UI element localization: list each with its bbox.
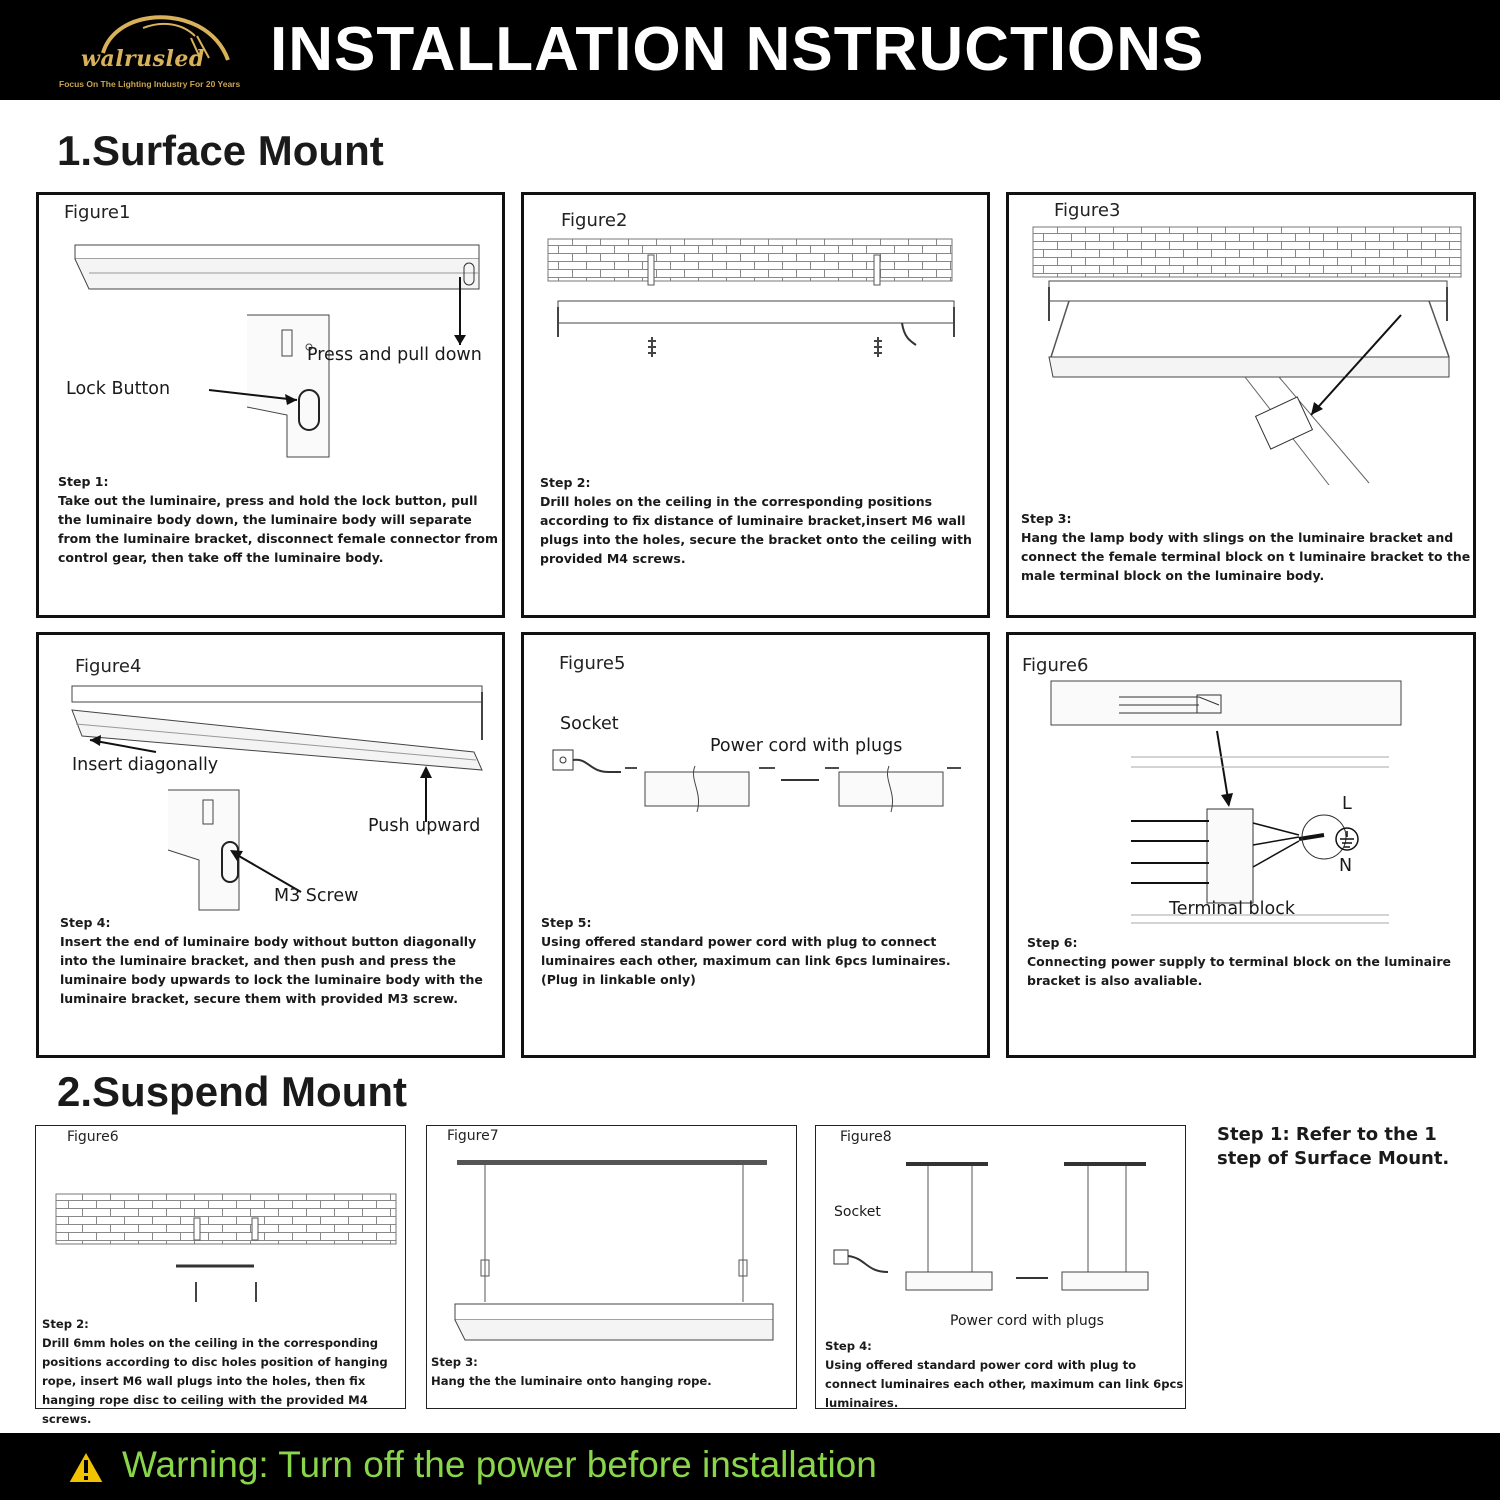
step-title: Step 3: xyxy=(1021,511,1072,526)
step-title: Step 3: xyxy=(431,1355,478,1369)
page-title: INSTALLATION NSTRUCTIONS xyxy=(270,15,1205,84)
step-title: Step 4: xyxy=(825,1339,872,1353)
step-body: Using offered standard power cord with plug to connect luminaires each other, maximum can link 6pcs luminaires. xyxy=(825,1358,1184,1410)
suspend-figure6-illustration xyxy=(54,1192,399,1307)
suspend-figure7-panel xyxy=(426,1125,797,1409)
step3-text xyxy=(1021,509,1471,585)
callout-power-cord: Power cord with plugs xyxy=(950,1313,1104,1329)
callout-push-upward: Push upward xyxy=(368,816,481,836)
figure4-illustration xyxy=(64,680,494,920)
step5-text xyxy=(541,913,986,989)
callout-power-cord: Power cord with plugs xyxy=(710,736,903,756)
surface-mount-heading: 1.Surface Mount xyxy=(57,127,384,174)
suspend-figure8-panel xyxy=(815,1125,1186,1409)
step-title: Step 2: xyxy=(540,475,591,490)
step-title: Step 5: xyxy=(541,915,592,930)
figure2-illustration xyxy=(544,237,974,377)
header-bar xyxy=(0,0,1500,100)
figure-label: Figure6 xyxy=(67,1129,119,1145)
suspend-figure8-illustration xyxy=(826,1138,1181,1308)
figure3-panel xyxy=(1006,192,1476,618)
step-body: Insert the end of luminaire body without button diagonally into the luminaire bracket, and then push and press the luminaire body upwards to lock the luminaire body with the luminaire bracket, secure them with provided M3 screw. xyxy=(60,934,483,1006)
figure-label: Figure7 xyxy=(447,1128,499,1144)
callout-insert-diagonally: Insert diagonally xyxy=(72,755,219,775)
figure4-panel xyxy=(36,632,505,1058)
step-body: Hang the the luminaire onto hanging rope. xyxy=(431,1374,712,1388)
step-body: Hang the lamp body with slings on the luminaire bracket and connect the female terminal block on t luminaire bracket to the male terminal block on the luminaire body. xyxy=(1021,530,1471,583)
suspend-figure7-illustration xyxy=(447,1154,782,1354)
figure-label: Figure8 xyxy=(840,1129,892,1145)
suspend-mount-heading: 2.Suspend Mount xyxy=(57,1068,407,1115)
step-body: Take out the luminaire, press and hold the lock button, pull the luminaire body down, the luminaire body will separate from the luminaire bracket, disconnect female connector from control gear, then take off the luminaire body. xyxy=(58,493,499,565)
step-body: Drill holes on the ceiling in the corresponding positions according to fix distance of luminaire bracket,insert M6 wall plugs into the holes, secure the bracket onto the ceiling with provided M4 screws. xyxy=(540,494,972,566)
step-title: Step 4: xyxy=(60,915,111,930)
callout-socket: Socket xyxy=(560,714,619,734)
figure-label: Figure6 xyxy=(1022,655,1089,676)
figure-label: Figure2 xyxy=(561,210,628,231)
step-body: Connecting power supply to terminal block on the luminaire bracket is also avaliable. xyxy=(1027,954,1452,988)
warning-text: Warning: Turn off the power before installation xyxy=(122,1444,877,1485)
brand-name: walrusled xyxy=(81,46,205,72)
step-title: Step 1: xyxy=(58,474,109,489)
figure-label: Figure4 xyxy=(75,656,142,677)
step-title: Step 6: xyxy=(1027,935,1078,950)
callout-socket: Socket xyxy=(834,1204,881,1220)
warning-bar xyxy=(0,1433,1500,1500)
callout-L: L xyxy=(1342,794,1352,814)
callout-terminal-block: Terminal block xyxy=(1169,899,1295,919)
figure6-illustration xyxy=(1039,675,1459,925)
step-body: Using offered standard power cord with plug to connect luminaires each other, maximum can link 6pcs luminaires. (Plug in linkable only) xyxy=(541,934,951,987)
brand-tagline: Focus On The Lighting Industry For 20 Years xyxy=(59,79,241,89)
step-title: Step 2: xyxy=(42,1317,89,1331)
figure-label: Figure3 xyxy=(1054,200,1121,221)
callout-N: N xyxy=(1339,856,1353,876)
suspend-figure6-panel xyxy=(35,1125,406,1426)
figure-label: Figure5 xyxy=(559,653,626,674)
step1-text xyxy=(58,472,498,567)
callout-press-pull: Press and pull down xyxy=(307,345,482,365)
figure-label: Figure1 xyxy=(64,202,131,223)
callout-m3-screw: M3 Screw xyxy=(274,886,359,906)
suspend-step4-text xyxy=(825,1337,1185,1413)
callout-lock-button: Lock Button xyxy=(66,379,171,399)
figure3-illustration xyxy=(1029,225,1469,485)
figure1-panel xyxy=(36,192,505,618)
warning-triangle-icon xyxy=(66,1449,106,1485)
step6-text xyxy=(1027,933,1477,990)
figure2-panel xyxy=(521,192,990,618)
step-body: Drill 6mm holes on the ceiling in the corresponding positions according to disc holes position of hanging rope, insert M6 wall plugs into the holes, then fix hanging rope disc to ceiling with the provided M4 screws. xyxy=(42,1336,388,1426)
step4-text xyxy=(60,913,500,1008)
suspend-step3-text xyxy=(431,1353,791,1391)
figure5-panel xyxy=(521,632,990,1058)
brand-logo xyxy=(55,8,260,94)
figure6-panel xyxy=(1006,632,1476,1058)
step2-text xyxy=(540,473,980,568)
suspend-step2-text xyxy=(42,1315,404,1429)
suspend-step1-note: Step 1: Refer to the 1 step of Surface Mount. xyxy=(1217,1124,1450,1169)
figure5-illustration xyxy=(549,740,979,830)
